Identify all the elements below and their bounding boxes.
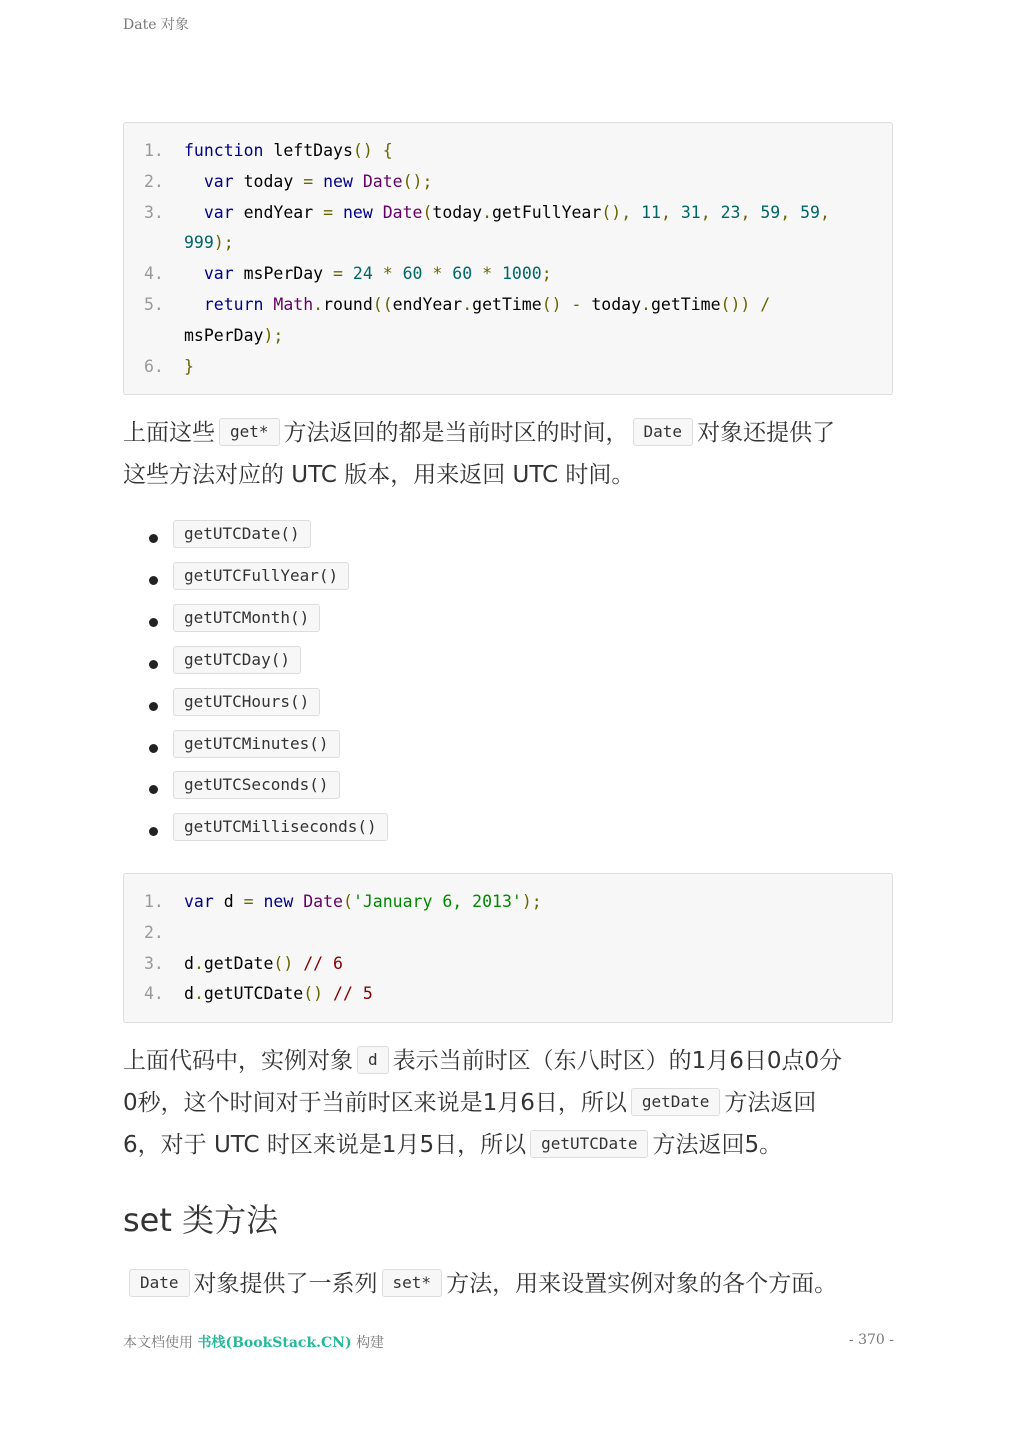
text-segment: 方法返回 — [724, 1090, 817, 1116]
section-heading-set-methods: set 类方法 — [123, 1201, 279, 1239]
running-header: Date 对象 — [123, 17, 189, 33]
text-segment: 表示当前时区（东八时区）的1月6日0点0分 — [392, 1048, 843, 1074]
inline-code-method: getUTCHours() — [173, 688, 320, 716]
inline-code-d: d — [357, 1046, 389, 1074]
inline-code-date: Date — [633, 418, 694, 446]
paragraph-line — [123, 1124, 903, 1166]
line-code: msPerDay); — [184, 325, 284, 345]
inline-code-method: getUTCDay() — [173, 646, 301, 674]
bullet-icon — [149, 785, 158, 794]
bullet-icon — [149, 618, 158, 627]
line-number: 3. — [144, 202, 164, 222]
text-segment: 方法，用来设置实例对象的各个方面。 — [446, 1271, 838, 1297]
line-code: var today = new Date(); — [203, 171, 433, 191]
line-code: var d = new Date('January 6, 2013'); — [184, 892, 542, 911]
line-number: 3. — [144, 953, 164, 973]
line-code: return Math.round((endYear.getTime() - today.getTime()) / — [203, 295, 771, 314]
line-code: function leftDays() { — [184, 141, 393, 160]
inline-code-set: set* — [382, 1269, 443, 1297]
inline-code-method: getUTCMilliseconds() — [173, 813, 388, 841]
inline-code-date: Date — [129, 1269, 190, 1297]
bullet-icon — [149, 534, 158, 543]
paragraph-get-methods — [123, 412, 903, 496]
bullet-icon — [149, 827, 158, 836]
bullet-icon — [149, 576, 158, 585]
line-number: 2. — [144, 922, 164, 942]
code-block-left-days — [123, 122, 893, 395]
text-segment: 0秒，这个时间对于当前时区来说是1月6日，所以 — [123, 1090, 627, 1116]
line-code: d.getUTCDate() // 5 — [184, 984, 373, 1004]
line-code: 999); — [184, 233, 234, 253]
page-number: - 370 - — [848, 1332, 894, 1348]
bullet-icon — [149, 660, 158, 669]
line-number: 1. — [144, 892, 164, 911]
footer-bookstack-link[interactable]: 书栈(BookStack.CN) — [197, 1335, 352, 1351]
line-number: 4. — [144, 984, 164, 1004]
bullet-icon — [149, 702, 158, 711]
bullet-icon — [149, 744, 158, 753]
text-segment: 上面代码中，实例对象 — [123, 1048, 353, 1074]
paragraph-line — [123, 1040, 903, 1082]
inline-code-method: getUTCSeconds() — [173, 771, 340, 799]
text-segment: 对象提供了一系列 — [193, 1271, 378, 1297]
line-number: 1. — [144, 141, 164, 160]
footer-prefix: 本文档使用 — [123, 1335, 193, 1351]
inline-code-getdate: getDate — [631, 1088, 720, 1116]
paragraph-line — [123, 412, 903, 454]
footer-suffix: 构建 — [356, 1335, 385, 1351]
line-number: 4. — [144, 264, 164, 284]
line-code: } — [184, 356, 194, 376]
text-segment: 对象还提供了 — [697, 420, 836, 446]
line-number: 5. — [144, 295, 164, 314]
footer-credit — [123, 1332, 384, 1352]
line-code: var msPerDay = 24 * 60 * 60 * 1000; — [203, 264, 552, 284]
paragraph-line — [123, 1263, 903, 1305]
text-segment: 方法返回的都是当前时区的时间， — [283, 420, 629, 446]
paragraph-code-explanation — [123, 1040, 903, 1166]
paragraph-set-methods — [123, 1263, 903, 1305]
line-code: var endYear = new Date(today.getFullYear(), 11, 31, 23, 59, 59, — [203, 202, 830, 222]
text-segment: 方法返回5。 — [652, 1132, 783, 1158]
inline-code-get: get* — [219, 418, 280, 446]
inline-code-method: getUTCFullYear() — [173, 562, 349, 590]
paragraph-line: 这些方法对应的 UTC 版本，用来返回 UTC 时间。 — [123, 462, 635, 488]
paragraph-line — [123, 1082, 903, 1124]
inline-code-method: getUTCDate() — [173, 520, 311, 548]
line-code: d.getDate() // 6 — [184, 953, 343, 973]
line-number: 6. — [144, 356, 164, 376]
inline-code-getutcdate: getUTCDate — [530, 1130, 648, 1158]
inline-code-method: getUTCMonth() — [173, 604, 320, 632]
text-segment: 6，对于 UTC 时区来说是1月5日，所以 — [123, 1132, 527, 1158]
line-number: 2. — [144, 171, 164, 191]
code-block-utc-example — [123, 873, 893, 1023]
text-segment: 上面这些 — [123, 420, 215, 446]
inline-code-method: getUTCMinutes() — [173, 730, 340, 758]
